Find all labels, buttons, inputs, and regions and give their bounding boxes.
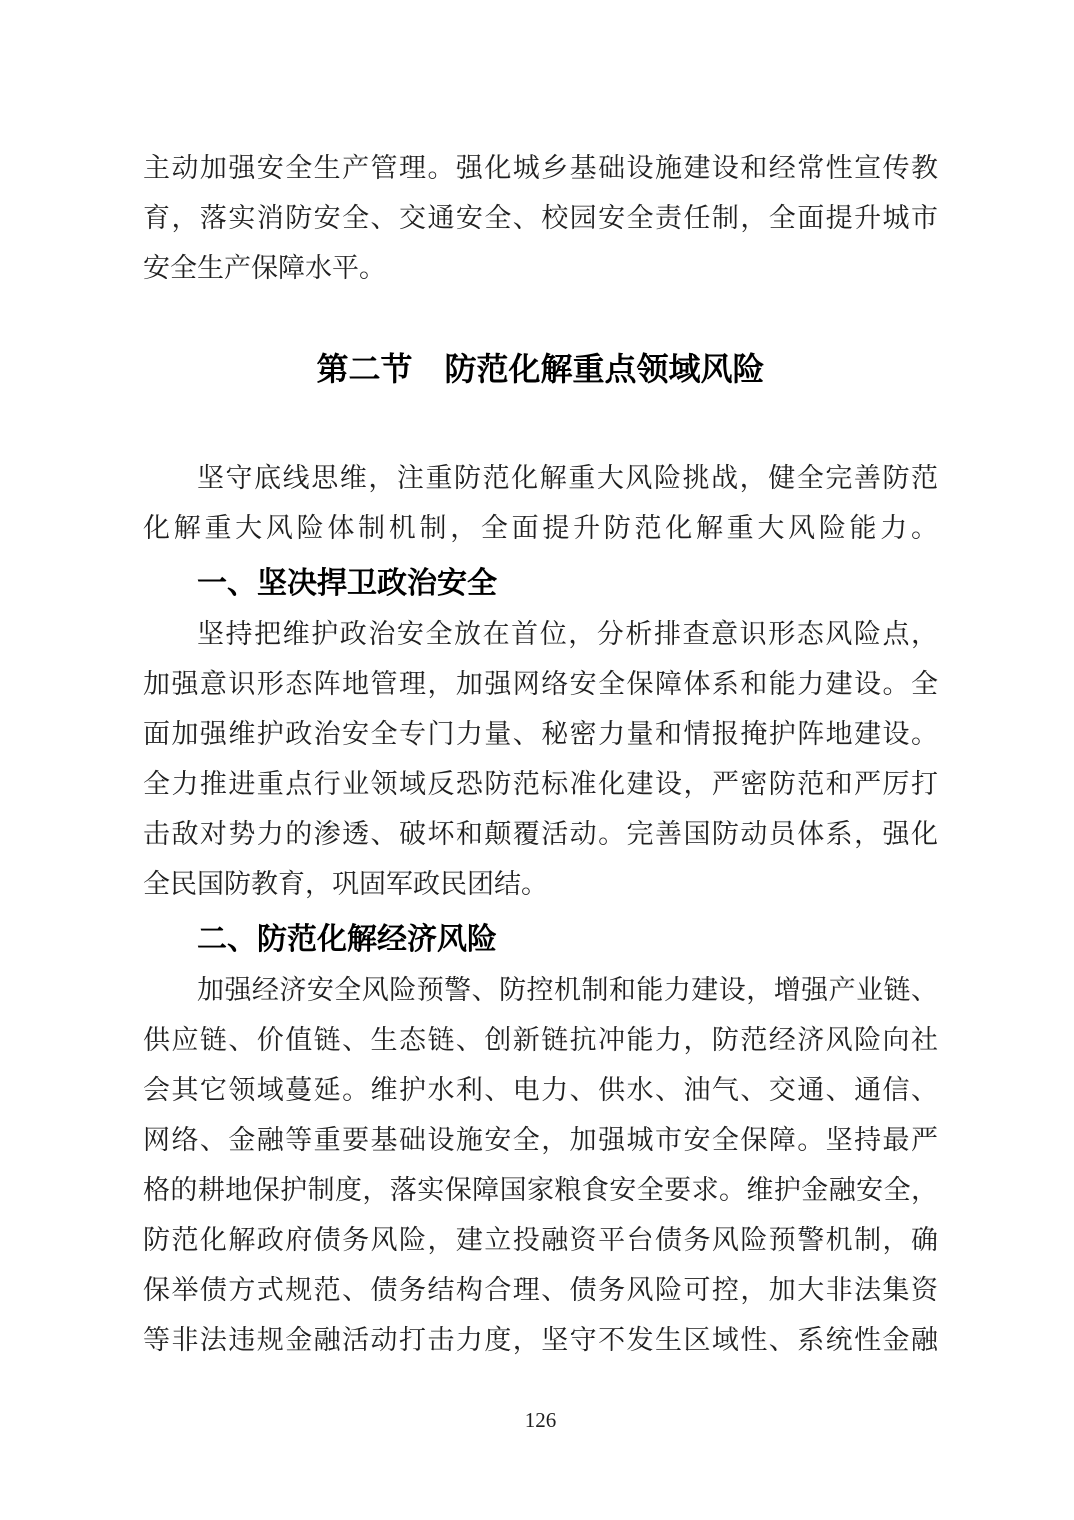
paragraph xyxy=(143,609,938,909)
paragraph xyxy=(143,965,938,1365)
text-line: 供应链、价值链、生态链、创新链抗冲能力，防范经济风险向社 xyxy=(143,1025,938,1055)
text-line: 全民国防教育，巩固军政民团结。 xyxy=(143,869,548,899)
chapter-heading: 第二节 防范化解重点领域风险 xyxy=(316,351,765,387)
page-number: 126 xyxy=(524,1408,557,1432)
text-line: 格的耕地保护制度，落实保障国家粮食安全要求。维护金融安全， xyxy=(143,1175,938,1205)
text-line: 网络、金融等重要基础设施安全，加强城市安全保障。坚持最严 xyxy=(143,1125,938,1155)
text-line: 加强意识形态阵地管理，加强网络安全保障体系和能力建设。全 xyxy=(143,669,938,699)
paragraph xyxy=(143,453,938,553)
text-line: 会其它领域蔓延。维护水利、电力、供水、油气、交通、通信、 xyxy=(143,1075,938,1105)
paragraph xyxy=(143,143,938,293)
text-line: 坚守底线思维，注重防范化解重大风险挑战，健全完善防范 xyxy=(197,463,938,493)
text-line: 保举债方式规范、债务结构合理、债务风险可控，加大非法集资 xyxy=(143,1275,938,1305)
text-line: 面加强维护政治安全专门力量、秘密力量和情报掩护阵地建设。 xyxy=(143,719,938,749)
text-line: 坚持把维护政治安全放在首位，分析排查意识形态风险点， xyxy=(197,619,938,649)
text-line: 防范化解政府债务风险，建立投融资平台债务风险预警机制，确 xyxy=(143,1225,938,1255)
document-body xyxy=(143,143,938,1433)
text-line: 加强经济安全风险预警、防控机制和能力建设，增强产业链、 xyxy=(197,975,938,1005)
text-line: 育，落实消防安全、交通安全、校园安全责任制，全面提升城市 xyxy=(143,203,938,233)
text-line: 击敌对势力的渗透、破坏和颠覆活动。完善国防动员体系，强化 xyxy=(143,819,938,849)
text-line: 等非法违规金融活动打击力度，坚守不发生区域性、系统性金融 xyxy=(143,1325,938,1355)
text-line: 主动加强安全生产管理。强化城乡基础设施建设和经常性宣传教 xyxy=(143,153,938,183)
text-line: 化解重大风险体制机制，全面提升防范化解重大风险能力。 xyxy=(143,513,938,543)
section-subheading: 二、防范化解经济风险 xyxy=(197,923,497,956)
text-line: 全力推进重点行业领域反恐防范标准化建设，严密防范和严厉打 xyxy=(143,769,938,799)
section-subheading: 一、坚决捍卫政治安全 xyxy=(197,567,497,600)
text-line: 安全生产保障水平。 xyxy=(143,253,386,283)
